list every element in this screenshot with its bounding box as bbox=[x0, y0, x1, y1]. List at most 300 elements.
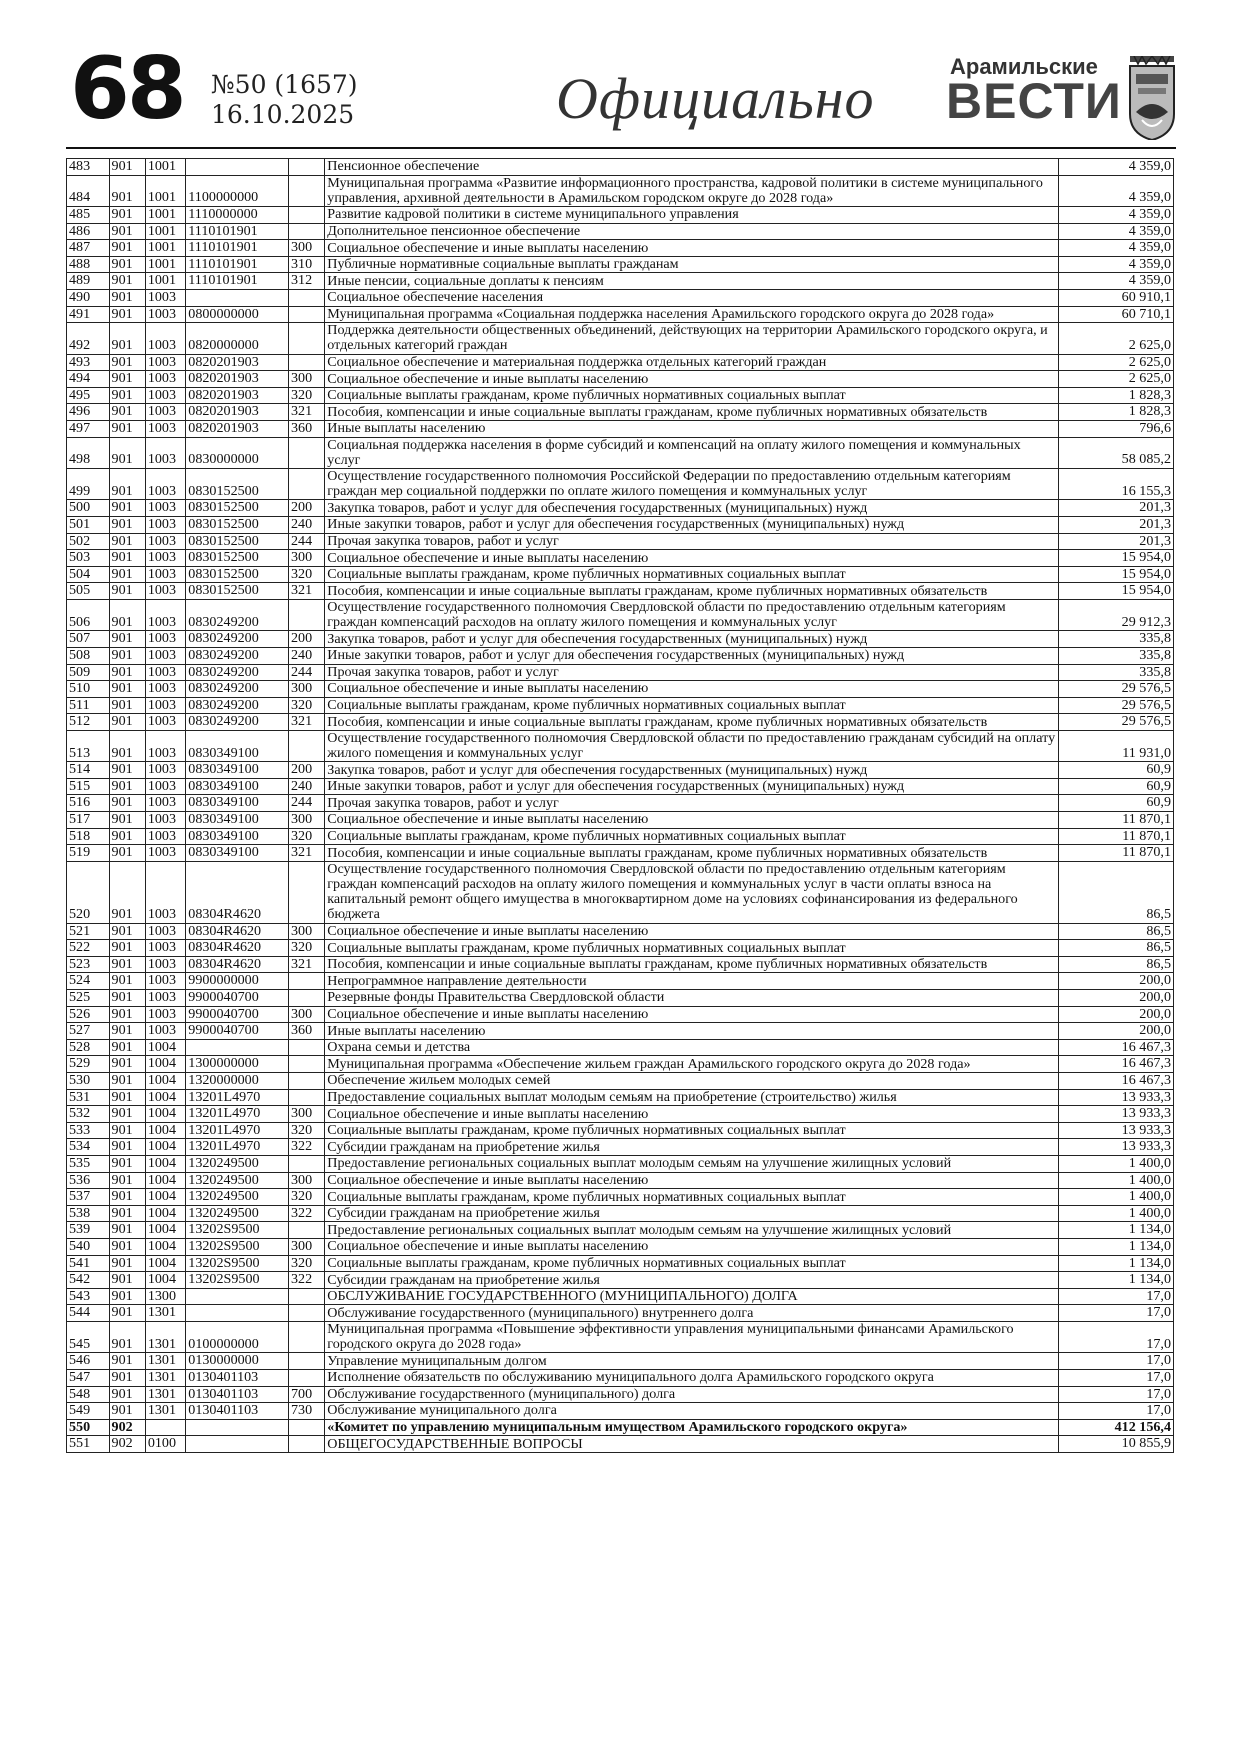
target-article-cell bbox=[186, 1436, 289, 1453]
amount-cell: 17,0 bbox=[1058, 1353, 1173, 1370]
item-name-cell: Социальные выплаты гражданам, кроме публичных нормативных социальных выплат bbox=[325, 697, 1059, 714]
row-number-cell: 534 bbox=[67, 1139, 110, 1156]
table-row bbox=[67, 240, 1174, 257]
item-name-cell: Непрограммное направление деятельности bbox=[325, 973, 1059, 990]
amount-cell: 16 467,3 bbox=[1058, 1056, 1173, 1073]
expense-type-cell: 321 bbox=[288, 845, 324, 862]
target-article-cell: 1110101901 bbox=[186, 223, 289, 240]
section-code-cell: 1003 bbox=[145, 437, 185, 468]
admin-code-cell: 901 bbox=[109, 762, 145, 779]
amount-cell: 2 625,0 bbox=[1058, 354, 1173, 371]
expense-type-cell bbox=[288, 437, 324, 468]
item-name-cell: Иные выплаты населению bbox=[325, 1023, 1059, 1040]
target-article-cell: 0830249200 bbox=[186, 714, 289, 731]
row-number-cell: 485 bbox=[67, 207, 110, 224]
admin-code-cell: 901 bbox=[109, 240, 145, 257]
section-code-cell: 1001 bbox=[145, 256, 185, 273]
target-article-cell: 0830249200 bbox=[186, 697, 289, 714]
target-article-cell: 13201L4970 bbox=[186, 1122, 289, 1139]
table-row bbox=[67, 1089, 1174, 1106]
row-number-cell: 551 bbox=[67, 1436, 110, 1453]
item-name-cell: Социальное обеспечение и иные выплаты населению bbox=[325, 1238, 1059, 1255]
item-name-cell: Социальное обеспечение и иные выплаты населению bbox=[325, 1106, 1059, 1123]
expense-type-cell bbox=[288, 1305, 324, 1322]
table-row bbox=[67, 1205, 1174, 1222]
admin-code-cell: 901 bbox=[109, 664, 145, 681]
section-code-cell: 1003 bbox=[145, 387, 185, 404]
item-name-cell: ОБСЛУЖИВАНИЕ ГОСУДАРСТВЕННОГО (МУНИЦИПАЛЬНОГО) ДОЛГА bbox=[325, 1288, 1059, 1305]
target-article-cell: 0830152500 bbox=[186, 533, 289, 550]
expense-type-cell bbox=[288, 1436, 324, 1453]
table-row bbox=[67, 354, 1174, 371]
expense-type-cell bbox=[288, 468, 324, 499]
coat-of-arms-icon bbox=[1128, 56, 1176, 140]
section-code-cell: 1001 bbox=[145, 207, 185, 224]
target-article-cell bbox=[186, 159, 289, 176]
expense-type-cell: 300 bbox=[288, 550, 324, 567]
section-code-cell: 1003 bbox=[145, 664, 185, 681]
expense-type-cell: 300 bbox=[288, 923, 324, 940]
expense-type-cell: 200 bbox=[288, 500, 324, 517]
target-article-cell: 0830152500 bbox=[186, 516, 289, 533]
section-code-cell bbox=[145, 1419, 185, 1436]
section-code-cell: 1003 bbox=[145, 371, 185, 388]
section-code-cell: 1300 bbox=[145, 1288, 185, 1305]
amount-cell: 1 828,3 bbox=[1058, 387, 1173, 404]
admin-code-cell: 902 bbox=[109, 1436, 145, 1453]
amount-cell: 335,8 bbox=[1058, 631, 1173, 648]
section-code-cell: 1003 bbox=[145, 631, 185, 648]
amount-cell: 10 855,9 bbox=[1058, 1436, 1173, 1453]
section-code-cell: 1001 bbox=[145, 273, 185, 290]
issue-number: №50 (1657) bbox=[211, 70, 358, 99]
amount-cell: 200,0 bbox=[1058, 973, 1173, 990]
row-number-cell: 509 bbox=[67, 664, 110, 681]
item-name-cell: Пенсионное обеспечение bbox=[325, 159, 1059, 176]
section-code-cell: 1004 bbox=[145, 1073, 185, 1090]
row-number-cell: 530 bbox=[67, 1073, 110, 1090]
row-number-cell: 506 bbox=[67, 599, 110, 630]
table-row bbox=[67, 664, 1174, 681]
row-number-cell: 524 bbox=[67, 973, 110, 990]
row-number-cell: 525 bbox=[67, 990, 110, 1007]
target-article-cell: 0830249200 bbox=[186, 631, 289, 648]
table-row bbox=[67, 861, 1174, 923]
row-number-cell: 514 bbox=[67, 762, 110, 779]
target-article-cell: 0830349100 bbox=[186, 845, 289, 862]
expense-type-cell bbox=[288, 1039, 324, 1056]
section-code-cell: 1003 bbox=[145, 778, 185, 795]
item-name-cell: Муниципальная программа «Социальная поддержка населения Арамильского городского округа до 2028 года» bbox=[325, 306, 1059, 323]
section-code-cell: 1003 bbox=[145, 697, 185, 714]
expense-type-cell: 240 bbox=[288, 516, 324, 533]
admin-code-cell: 901 bbox=[109, 828, 145, 845]
item-name-cell: Обслуживание муниципального долга bbox=[325, 1403, 1059, 1420]
section-code-cell: 1003 bbox=[145, 516, 185, 533]
page-number: 68 bbox=[70, 39, 184, 139]
amount-cell: 1 134,0 bbox=[1058, 1255, 1173, 1272]
item-name-cell: Публичные нормативные социальные выплаты гражданам bbox=[325, 256, 1059, 273]
admin-code-cell: 901 bbox=[109, 550, 145, 567]
expense-type-cell: 300 bbox=[288, 240, 324, 257]
target-article-cell: 0830152500 bbox=[186, 500, 289, 517]
row-number-cell: 540 bbox=[67, 1238, 110, 1255]
item-name-cell: Развитие кадровой политики в системе муниципального управления bbox=[325, 207, 1059, 224]
item-name-cell: Прочая закупка товаров, работ и услуг bbox=[325, 795, 1059, 812]
section-code-cell: 1004 bbox=[145, 1139, 185, 1156]
table-row bbox=[67, 223, 1174, 240]
expense-type-cell: 320 bbox=[288, 828, 324, 845]
target-article-cell: 13202S9500 bbox=[186, 1272, 289, 1289]
amount-cell: 201,3 bbox=[1058, 533, 1173, 550]
amount-cell: 17,0 bbox=[1058, 1369, 1173, 1386]
item-name-cell: Пособия, компенсации и иные социальные выплаты гражданам, кроме публичных нормативных обязательств bbox=[325, 714, 1059, 731]
expense-type-cell: 200 bbox=[288, 762, 324, 779]
expense-type-cell: 320 bbox=[288, 940, 324, 957]
table-row bbox=[67, 516, 1174, 533]
admin-code-cell: 901 bbox=[109, 1006, 145, 1023]
logo-main-text: ВЕСТИ bbox=[946, 73, 1122, 129]
section-code-cell: 1003 bbox=[145, 533, 185, 550]
expense-type-cell bbox=[288, 730, 324, 761]
amount-cell: 200,0 bbox=[1058, 990, 1173, 1007]
item-name-cell: Иные выплаты населению bbox=[325, 420, 1059, 437]
table-row bbox=[67, 1353, 1174, 1370]
section-code-cell: 1004 bbox=[145, 1222, 185, 1239]
expense-type-cell bbox=[288, 1056, 324, 1073]
target-article-cell: 0800000000 bbox=[186, 306, 289, 323]
row-number-cell: 499 bbox=[67, 468, 110, 499]
section-code-cell: 1004 bbox=[145, 1205, 185, 1222]
amount-cell: 60,9 bbox=[1058, 778, 1173, 795]
table-row bbox=[67, 1189, 1174, 1206]
row-number-cell: 512 bbox=[67, 714, 110, 731]
row-number-cell: 550 bbox=[67, 1419, 110, 1436]
amount-cell: 86,5 bbox=[1058, 940, 1173, 957]
amount-cell: 13 933,3 bbox=[1058, 1139, 1173, 1156]
section-code-cell: 1004 bbox=[145, 1272, 185, 1289]
target-article-cell: 0820201903 bbox=[186, 420, 289, 437]
row-number-cell: 513 bbox=[67, 730, 110, 761]
admin-code-cell: 901 bbox=[109, 1386, 145, 1403]
expense-type-cell: 300 bbox=[288, 681, 324, 698]
table-row bbox=[67, 1073, 1174, 1090]
table-row bbox=[67, 420, 1174, 437]
section-code-cell: 1004 bbox=[145, 1106, 185, 1123]
target-article-cell: 0830249200 bbox=[186, 681, 289, 698]
target-article-cell: 0830249200 bbox=[186, 647, 289, 664]
amount-cell: 1 134,0 bbox=[1058, 1272, 1173, 1289]
section-code-cell: 1004 bbox=[145, 1255, 185, 1272]
admin-code-cell: 901 bbox=[109, 1089, 145, 1106]
row-number-cell: 507 bbox=[67, 631, 110, 648]
section-code-cell: 1003 bbox=[145, 762, 185, 779]
section-code-cell: 1003 bbox=[145, 730, 185, 761]
admin-code-cell: 901 bbox=[109, 1288, 145, 1305]
amount-cell: 17,0 bbox=[1058, 1321, 1173, 1352]
table-row bbox=[67, 956, 1174, 973]
row-number-cell: 490 bbox=[67, 289, 110, 306]
row-number-cell: 547 bbox=[67, 1369, 110, 1386]
item-name-cell: Социальное обеспечение и иные выплаты населению bbox=[325, 371, 1059, 388]
row-number-cell: 501 bbox=[67, 516, 110, 533]
row-number-cell: 546 bbox=[67, 1353, 110, 1370]
admin-code-cell: 901 bbox=[109, 256, 145, 273]
item-name-cell: Социальные выплаты гражданам, кроме публичных нормативных социальных выплат bbox=[325, 828, 1059, 845]
amount-cell: 2 625,0 bbox=[1058, 371, 1173, 388]
row-number-cell: 483 bbox=[67, 159, 110, 176]
expense-type-cell: 300 bbox=[288, 812, 324, 829]
row-number-cell: 496 bbox=[67, 404, 110, 421]
admin-code-cell: 901 bbox=[109, 1305, 145, 1322]
admin-code-cell: 901 bbox=[109, 956, 145, 973]
row-number-cell: 502 bbox=[67, 533, 110, 550]
target-article-cell bbox=[186, 1419, 289, 1436]
table-row bbox=[67, 550, 1174, 567]
admin-code-cell: 901 bbox=[109, 795, 145, 812]
admin-code-cell: 901 bbox=[109, 778, 145, 795]
section-rubric: Официально bbox=[556, 66, 875, 131]
item-name-cell: Прочая закупка товаров, работ и услуг bbox=[325, 664, 1059, 681]
row-number-cell: 539 bbox=[67, 1222, 110, 1239]
admin-code-cell: 902 bbox=[109, 1419, 145, 1436]
target-article-cell: 0830349100 bbox=[186, 762, 289, 779]
target-article-cell: 1320249500 bbox=[186, 1155, 289, 1172]
expense-type-cell bbox=[288, 354, 324, 371]
item-name-cell: Закупка товаров, работ и услуг для обеспечения государственных (муниципальных) нужд bbox=[325, 500, 1059, 517]
item-name-cell: Обслуживание государственного (муниципального) долга bbox=[325, 1386, 1059, 1403]
admin-code-cell: 901 bbox=[109, 990, 145, 1007]
row-number-cell: 529 bbox=[67, 1056, 110, 1073]
admin-code-cell: 901 bbox=[109, 1403, 145, 1420]
row-number-cell: 497 bbox=[67, 420, 110, 437]
item-name-cell: Муниципальная программа «Обеспечение жильем граждан Арамильского городского округа до 2028 года» bbox=[325, 1056, 1059, 1073]
target-article-cell: 1320000000 bbox=[186, 1073, 289, 1090]
amount-cell: 60 710,1 bbox=[1058, 306, 1173, 323]
admin-code-cell: 901 bbox=[109, 273, 145, 290]
item-name-cell: Социальные выплаты гражданам, кроме публичных нормативных социальных выплат bbox=[325, 1189, 1059, 1206]
section-code-cell: 1003 bbox=[145, 420, 185, 437]
table-row bbox=[67, 1023, 1174, 1040]
admin-code-cell: 901 bbox=[109, 1039, 145, 1056]
section-code-cell: 1003 bbox=[145, 956, 185, 973]
expense-type-cell: 312 bbox=[288, 273, 324, 290]
section-code-cell: 1004 bbox=[145, 1056, 185, 1073]
row-number-cell: 508 bbox=[67, 647, 110, 664]
target-article-cell: 0830349100 bbox=[186, 730, 289, 761]
target-article-cell: 9900040700 bbox=[186, 990, 289, 1007]
section-code-cell: 1003 bbox=[145, 861, 185, 923]
row-number-cell: 526 bbox=[67, 1006, 110, 1023]
section-code-cell: 1004 bbox=[145, 1189, 185, 1206]
expense-type-cell bbox=[288, 207, 324, 224]
target-article-cell: 1110101901 bbox=[186, 273, 289, 290]
row-number-cell: 533 bbox=[67, 1122, 110, 1139]
expense-type-cell: 321 bbox=[288, 714, 324, 731]
expense-type-cell: 244 bbox=[288, 533, 324, 550]
expense-type-cell bbox=[288, 1089, 324, 1106]
row-number-cell: 537 bbox=[67, 1189, 110, 1206]
item-name-cell: Закупка товаров, работ и услуг для обеспечения государственных (муниципальных) нужд bbox=[325, 631, 1059, 648]
item-name-cell: Субсидии гражданам на приобретение жилья bbox=[325, 1272, 1059, 1289]
admin-code-cell: 901 bbox=[109, 583, 145, 600]
table-row bbox=[67, 1369, 1174, 1386]
item-name-cell: Социальное обеспечение и иные выплаты населению bbox=[325, 923, 1059, 940]
amount-cell: 4 359,0 bbox=[1058, 159, 1173, 176]
admin-code-cell: 901 bbox=[109, 1353, 145, 1370]
target-article-cell bbox=[186, 1039, 289, 1056]
admin-code-cell: 901 bbox=[109, 420, 145, 437]
target-article-cell: 1320249500 bbox=[186, 1189, 289, 1206]
admin-code-cell: 901 bbox=[109, 323, 145, 354]
target-article-cell: 1110000000 bbox=[186, 207, 289, 224]
amount-cell: 29 912,3 bbox=[1058, 599, 1173, 630]
admin-code-cell: 901 bbox=[109, 1255, 145, 1272]
amount-cell: 4 359,0 bbox=[1058, 256, 1173, 273]
section-code-cell: 1003 bbox=[145, 404, 185, 421]
item-name-cell: Пособия, компенсации и иные социальные выплаты гражданам, кроме публичных нормативных обязательств bbox=[325, 956, 1059, 973]
row-number-cell: 488 bbox=[67, 256, 110, 273]
amount-cell: 1 400,0 bbox=[1058, 1172, 1173, 1189]
section-code-cell: 1003 bbox=[145, 323, 185, 354]
expense-type-cell: 300 bbox=[288, 1006, 324, 1023]
amount-cell: 15 954,0 bbox=[1058, 550, 1173, 567]
target-article-cell: 0830000000 bbox=[186, 437, 289, 468]
section-code-cell: 1001 bbox=[145, 159, 185, 176]
table-row bbox=[67, 647, 1174, 664]
admin-code-cell: 901 bbox=[109, 223, 145, 240]
admin-code-cell: 901 bbox=[109, 973, 145, 990]
table-row bbox=[67, 566, 1174, 583]
section-code-cell: 1301 bbox=[145, 1353, 185, 1370]
item-name-cell: Пособия, компенсации и иные социальные выплаты гражданам, кроме публичных нормативных обязательств bbox=[325, 583, 1059, 600]
item-name-cell: Социальное обеспечение и иные выплаты населению bbox=[325, 240, 1059, 257]
row-number-cell: 510 bbox=[67, 681, 110, 698]
admin-code-cell: 901 bbox=[109, 1272, 145, 1289]
row-number-cell: 535 bbox=[67, 1155, 110, 1172]
target-article-cell: 0130401103 bbox=[186, 1386, 289, 1403]
amount-cell: 60,9 bbox=[1058, 762, 1173, 779]
section-code-cell: 1003 bbox=[145, 647, 185, 664]
admin-code-cell: 901 bbox=[109, 1155, 145, 1172]
admin-code-cell: 901 bbox=[109, 845, 145, 862]
target-article-cell: 0830152500 bbox=[186, 468, 289, 499]
amount-cell: 17,0 bbox=[1058, 1386, 1173, 1403]
expense-type-cell: 320 bbox=[288, 1122, 324, 1139]
row-number-cell: 542 bbox=[67, 1272, 110, 1289]
section-code-cell: 1003 bbox=[145, 1006, 185, 1023]
item-name-cell: Социальное обеспечение и иные выплаты населению bbox=[325, 1006, 1059, 1023]
amount-cell: 15 954,0 bbox=[1058, 583, 1173, 600]
row-number-cell: 505 bbox=[67, 583, 110, 600]
section-code-cell: 1003 bbox=[145, 812, 185, 829]
target-article-cell: 0830349100 bbox=[186, 812, 289, 829]
admin-code-cell: 901 bbox=[109, 631, 145, 648]
row-number-cell: 544 bbox=[67, 1305, 110, 1322]
target-article-cell: 1320249500 bbox=[186, 1172, 289, 1189]
row-number-cell: 487 bbox=[67, 240, 110, 257]
expense-type-cell bbox=[288, 1288, 324, 1305]
admin-code-cell: 901 bbox=[109, 1205, 145, 1222]
amount-cell: 11 870,1 bbox=[1058, 812, 1173, 829]
admin-code-cell: 901 bbox=[109, 500, 145, 517]
amount-cell: 58 085,2 bbox=[1058, 437, 1173, 468]
expense-type-cell: 300 bbox=[288, 1172, 324, 1189]
table-row bbox=[67, 1056, 1174, 1073]
amount-cell: 412 156,4 bbox=[1058, 1419, 1173, 1436]
table-row bbox=[67, 1106, 1174, 1123]
expense-type-cell: 322 bbox=[288, 1139, 324, 1156]
row-number-cell: 521 bbox=[67, 923, 110, 940]
expense-type-cell bbox=[288, 159, 324, 176]
expense-type-cell bbox=[288, 306, 324, 323]
row-number-cell: 492 bbox=[67, 323, 110, 354]
admin-code-cell: 901 bbox=[109, 1222, 145, 1239]
expense-type-cell bbox=[288, 1321, 324, 1352]
table-row bbox=[67, 1436, 1174, 1453]
row-number-cell: 504 bbox=[67, 566, 110, 583]
section-code-cell: 1301 bbox=[145, 1403, 185, 1420]
row-number-cell: 500 bbox=[67, 500, 110, 517]
budget-table bbox=[66, 158, 1174, 1453]
amount-cell: 2 625,0 bbox=[1058, 323, 1173, 354]
admin-code-cell: 901 bbox=[109, 371, 145, 388]
target-article-cell: 0830152500 bbox=[186, 566, 289, 583]
expense-type-cell bbox=[288, 861, 324, 923]
amount-cell: 1 400,0 bbox=[1058, 1189, 1173, 1206]
expense-type-cell: 244 bbox=[288, 664, 324, 681]
target-article-cell: 13201L4970 bbox=[186, 1139, 289, 1156]
amount-cell: 1 400,0 bbox=[1058, 1205, 1173, 1222]
section-code-cell: 1003 bbox=[145, 583, 185, 600]
expense-type-cell bbox=[288, 990, 324, 1007]
target-article-cell: 08304R4620 bbox=[186, 923, 289, 940]
row-number-cell: 494 bbox=[67, 371, 110, 388]
table-row bbox=[67, 404, 1174, 421]
section-code-cell: 1004 bbox=[145, 1238, 185, 1255]
target-article-cell: 0820201903 bbox=[186, 371, 289, 388]
item-name-cell: Исполнение обязательств по обслуживанию муниципального долга Арамильского городского округа bbox=[325, 1369, 1059, 1386]
admin-code-cell: 901 bbox=[109, 697, 145, 714]
admin-code-cell: 901 bbox=[109, 1122, 145, 1139]
section-code-cell: 1301 bbox=[145, 1386, 185, 1403]
expense-type-cell: 321 bbox=[288, 404, 324, 421]
target-article-cell: 08304R4620 bbox=[186, 861, 289, 923]
expense-type-cell: 320 bbox=[288, 1255, 324, 1272]
target-article-cell: 0820201903 bbox=[186, 404, 289, 421]
amount-cell: 1 828,3 bbox=[1058, 404, 1173, 421]
table-row bbox=[67, 1255, 1174, 1272]
admin-code-cell: 901 bbox=[109, 1023, 145, 1040]
section-code-cell: 1004 bbox=[145, 1039, 185, 1056]
amount-cell: 29 576,5 bbox=[1058, 697, 1173, 714]
section-code-cell: 1003 bbox=[145, 795, 185, 812]
item-name-cell: Муниципальная программа «Повышение эффективности управления муниципальными финансами Арамильского городского округа до 2028 года» bbox=[325, 1321, 1059, 1352]
amount-cell: 4 359,0 bbox=[1058, 240, 1173, 257]
item-name-cell: Осуществление государственного полномочия Российской Федерации по предоставлению отдельным категориям граждан мер социальной поддержки по оплате жилого помещения и коммунальных услуг bbox=[325, 468, 1059, 499]
table-row bbox=[67, 845, 1174, 862]
amount-cell: 1 400,0 bbox=[1058, 1155, 1173, 1172]
target-article-cell: 0130401103 bbox=[186, 1403, 289, 1420]
section-code-cell: 1003 bbox=[145, 828, 185, 845]
expense-type-cell: 360 bbox=[288, 420, 324, 437]
target-article-cell: 1300000000 bbox=[186, 1056, 289, 1073]
row-number-cell: 484 bbox=[67, 175, 110, 206]
section-code-cell: 1004 bbox=[145, 1089, 185, 1106]
table-row bbox=[67, 437, 1174, 468]
amount-cell: 335,8 bbox=[1058, 664, 1173, 681]
table-row bbox=[67, 207, 1174, 224]
